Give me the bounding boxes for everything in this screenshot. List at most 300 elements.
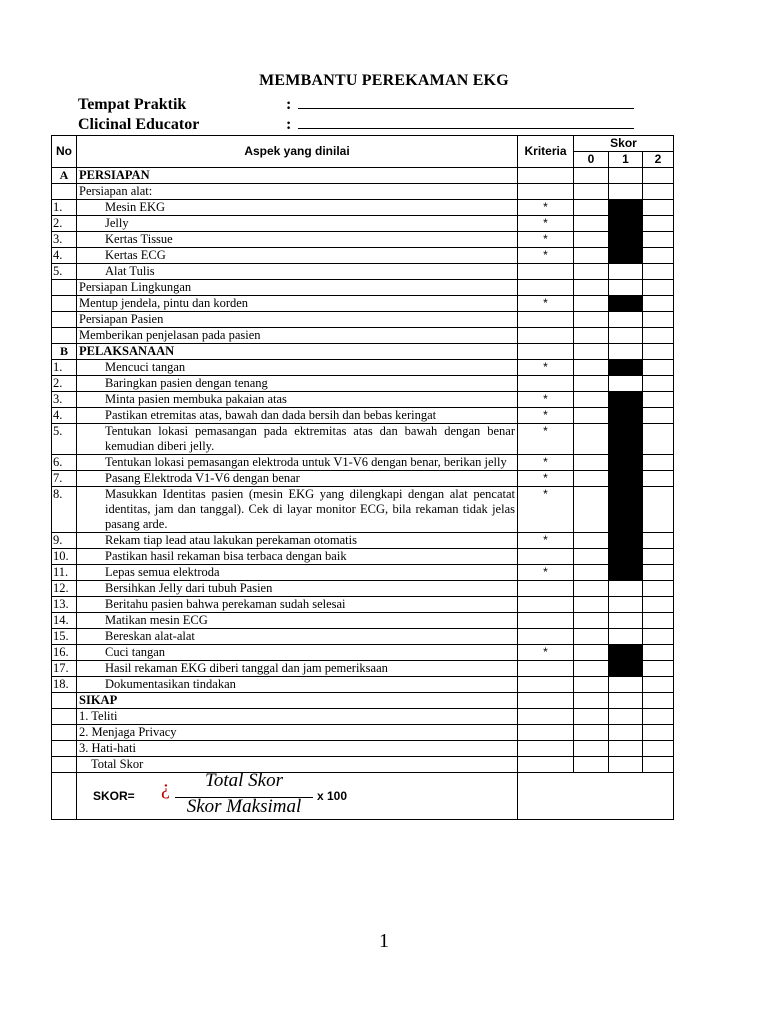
aspek-cell (77, 741, 518, 757)
kriteria-cell (518, 264, 574, 280)
score-cell-2[interactable] (643, 565, 674, 581)
score-cell-1[interactable] (609, 280, 643, 296)
score-cell-0[interactable] (574, 565, 609, 581)
formula-score-cell[interactable] (518, 773, 674, 820)
item-text: Persiapan alat: (79, 184, 153, 198)
score-cell-2[interactable] (643, 184, 674, 200)
item-text: Hasil rekaman EKG diberi tanggal dan jam pemeriksaan (105, 661, 388, 675)
kriteria-cell (518, 280, 574, 296)
score-cell-0[interactable] (574, 232, 609, 248)
item-text: Pastikan hasil rekaman bisa terbaca dengan baik (105, 549, 347, 563)
aspek-cell (53, 487, 518, 533)
score-cell-2[interactable] (643, 344, 674, 360)
score-cell-1[interactable] (609, 613, 643, 629)
score-cell-1 (609, 392, 643, 408)
score-cell-2[interactable] (643, 533, 674, 549)
score-cell-2[interactable] (643, 248, 674, 264)
table-row (52, 264, 674, 280)
row-no (52, 280, 77, 296)
score-cell-0[interactable] (574, 677, 609, 693)
score-cell-0[interactable] (574, 376, 609, 392)
item-number: 1. (53, 360, 63, 374)
table-row (52, 565, 674, 581)
kriteria-cell: * (518, 232, 574, 248)
table-row (52, 677, 674, 693)
score-cell-0[interactable] (574, 487, 609, 533)
score-cell-2[interactable] (643, 549, 674, 565)
item-number: 9. (53, 533, 63, 547)
score-cell-2[interactable] (643, 296, 674, 312)
score-cell-0[interactable] (574, 168, 609, 184)
row-no (52, 757, 77, 773)
item-text: Tentukan lokasi pemasangan pada ektremitas atas dan bawah dengan benar kemudian diberi jelly. (105, 424, 515, 453)
kriteria-cell (518, 312, 574, 328)
score-cell-2[interactable] (643, 725, 674, 741)
score-cell-0[interactable] (574, 248, 609, 264)
kriteria-cell: * (518, 471, 574, 487)
item-number: 16. (53, 645, 69, 659)
numbered-item (53, 677, 515, 692)
aspek-cell (53, 248, 518, 264)
assessment-table (51, 135, 674, 820)
score-cell-2[interactable] (643, 392, 674, 408)
formula-no-cell (52, 773, 77, 820)
score-cell-2[interactable] (643, 661, 674, 677)
aspek-cell (77, 725, 518, 741)
kriteria-cell (518, 693, 574, 709)
score-cell-0[interactable] (574, 629, 609, 645)
kriteria-cell (518, 741, 574, 757)
kriteria-cell (518, 344, 574, 360)
meta-clinical-educator (78, 116, 634, 134)
score-cell-2[interactable] (643, 613, 674, 629)
header-skor-1: 1 (609, 152, 643, 168)
kriteria-cell: * (518, 248, 574, 264)
score-cell-0[interactable] (574, 757, 609, 773)
item-number: 2. (53, 216, 63, 230)
formula-numerator: Total Skor (205, 770, 283, 791)
score-cell-2[interactable] (643, 216, 674, 232)
kriteria-cell (518, 376, 574, 392)
aspek-cell (53, 565, 518, 581)
table-row (52, 471, 674, 487)
numbered-item (53, 200, 515, 215)
score-cell-1[interactable] (609, 264, 643, 280)
numbered-item (53, 597, 515, 612)
numbered-item (53, 360, 515, 375)
item-text: Memberikan penjelasan pada pasien (79, 328, 261, 342)
table-row (52, 200, 674, 216)
score-cell-0[interactable] (574, 344, 609, 360)
score-cell-0[interactable] (574, 613, 609, 629)
item-text: Lepas semua elektroda (105, 565, 220, 579)
item-text: Bereskan alat-alat (105, 629, 195, 643)
kriteria-cell (518, 184, 574, 200)
item-number: 12. (53, 581, 69, 595)
kriteria-cell: * (518, 487, 574, 533)
formula-denominator: Skor Maksimal (186, 796, 302, 817)
item-text: Persiapan Pasien (79, 312, 164, 326)
score-cell-1[interactable] (609, 709, 643, 725)
kriteria-cell (518, 629, 574, 645)
numbered-item (53, 581, 515, 596)
item-text: Cuci tangan (105, 645, 166, 659)
numbered-item (53, 376, 515, 391)
section-title: PERSIAPAN (79, 168, 150, 182)
table-row (52, 360, 674, 376)
item-text: Minta pasien membuka pakaian atas (105, 392, 287, 406)
score-cell-2[interactable] (643, 328, 674, 344)
item-text: Tentukan lokasi pemasangan elektroda untuk V1-V6 dengan benar, berikan jelly (105, 455, 507, 469)
score-cell-0[interactable] (574, 184, 609, 200)
item-text: Pastikan etremitas atas, bawah dan dada bersih dan bebas keringat (105, 408, 437, 422)
numbered-item (53, 232, 515, 247)
score-cell-1[interactable] (609, 312, 643, 328)
aspek-cell (77, 296, 518, 312)
score-cell-1[interactable] (609, 597, 643, 613)
score-cell-0[interactable] (574, 709, 609, 725)
score-cell-2[interactable] (643, 629, 674, 645)
table-row (52, 661, 674, 677)
item-text: Kertas Tissue (105, 232, 173, 246)
page-number: 1 (379, 930, 389, 952)
table-row (52, 392, 674, 408)
item-text: 1. Teliti (79, 709, 118, 723)
kriteria-cell (518, 709, 574, 725)
score-cell-0[interactable] (574, 424, 609, 455)
score-cell-0[interactable] (574, 392, 609, 408)
table-row (52, 741, 674, 757)
item-text: Rekam tiap lead atau lakukan perekaman otomatis (105, 533, 357, 547)
score-cell-0[interactable] (574, 455, 609, 471)
fill-in-line[interactable] (298, 116, 634, 129)
score-cell-2[interactable] (643, 424, 674, 455)
aspek-cell (53, 392, 518, 408)
aspek-cell (53, 471, 518, 487)
row-no (52, 312, 77, 328)
item-text: Mesin EKG (105, 200, 166, 214)
score-cell-0[interactable] (574, 741, 609, 757)
score-cell-1[interactable] (609, 693, 643, 709)
table-row (52, 629, 674, 645)
score-cell-0[interactable] (574, 216, 609, 232)
numbered-item (53, 264, 515, 279)
kriteria-cell (518, 549, 574, 565)
aspek-cell (53, 549, 518, 565)
aspek-cell (77, 693, 518, 709)
score-cell-0[interactable] (574, 549, 609, 565)
row-no (52, 693, 77, 709)
numbered-item (53, 216, 515, 231)
score-cell-1 (609, 296, 643, 312)
score-cell-2[interactable] (643, 677, 674, 693)
numbered-item (53, 661, 515, 676)
aspek-cell (53, 376, 518, 392)
score-cell-2[interactable] (643, 693, 674, 709)
item-text: Alat Tulis (105, 264, 155, 278)
kriteria-cell (518, 168, 574, 184)
score-cell-1 (609, 424, 643, 455)
score-cell-1 (609, 216, 643, 232)
row-no (52, 725, 77, 741)
table-row (52, 296, 674, 312)
item-number: 14. (53, 613, 69, 627)
row-no (52, 184, 77, 200)
header-skor: Skor (574, 136, 674, 152)
score-cell-1[interactable] (609, 328, 643, 344)
formula-cell (77, 770, 518, 820)
kriteria-cell: * (518, 424, 574, 455)
aspek-cell (53, 581, 518, 597)
item-number: 2. (53, 376, 63, 390)
table-row (52, 328, 674, 344)
kriteria-cell (518, 613, 574, 629)
table-row (52, 645, 674, 661)
kriteria-cell: * (518, 455, 574, 471)
score-cell-2[interactable] (643, 471, 674, 487)
score-cell-2[interactable] (643, 581, 674, 597)
score-cell-0[interactable] (574, 661, 609, 677)
aspek-cell (77, 328, 518, 344)
score-cell-1 (609, 565, 643, 581)
aspek-cell (53, 424, 518, 455)
aspek-cell (53, 613, 518, 629)
score-cell-1[interactable] (609, 629, 643, 645)
score-cell-1 (609, 661, 643, 677)
aspek-cell (77, 709, 518, 725)
item-number: 17. (53, 661, 69, 675)
kriteria-cell (518, 677, 574, 693)
header-skor-2: 2 (643, 152, 674, 168)
score-cell-2[interactable] (643, 455, 674, 471)
kriteria-cell (518, 661, 574, 677)
table-row (52, 549, 674, 565)
item-text: Total Skor (91, 757, 144, 771)
table-row (52, 184, 674, 200)
aspek-cell (77, 280, 518, 296)
kriteria-cell: * (518, 392, 574, 408)
table-row (52, 533, 674, 549)
score-cell-1[interactable] (609, 725, 643, 741)
table-row (52, 248, 674, 264)
item-number: 5. (53, 424, 63, 438)
meta-label: Clicinal Educator (78, 116, 200, 133)
score-cell-0[interactable] (574, 360, 609, 376)
item-number: 3. (53, 392, 63, 406)
score-cell-2[interactable] (643, 645, 674, 661)
aspek-cell (53, 264, 518, 280)
score-cell-1 (609, 360, 643, 376)
item-number: 3. (53, 232, 63, 246)
aspek-cell (53, 455, 518, 471)
numbered-item (53, 613, 515, 628)
row-no (52, 328, 77, 344)
aspek-cell (53, 645, 518, 661)
item-text: Beritahu pasien bahwa perekaman sudah selesai (105, 597, 346, 611)
score-cell-0[interactable] (574, 645, 609, 661)
table-row (52, 216, 674, 232)
score-cell-0[interactable] (574, 264, 609, 280)
score-cell-1 (609, 455, 643, 471)
section-title: PELAKSANAAN (79, 344, 175, 358)
score-cell-1 (609, 408, 643, 424)
score-cell-2[interactable] (643, 757, 674, 773)
table-row (52, 232, 674, 248)
score-cell-1 (609, 487, 643, 533)
score-cell-0[interactable] (574, 408, 609, 424)
item-number: 6. (53, 455, 63, 469)
score-cell-1[interactable] (609, 741, 643, 757)
row-no: B (52, 344, 77, 360)
item-text: Kertas ECG (105, 248, 166, 262)
formula-label: SKOR= (93, 789, 135, 803)
section-row (52, 168, 674, 184)
formula-symbol: ¿ (161, 777, 170, 799)
item-number: 10. (53, 549, 69, 563)
aspek-cell (77, 757, 518, 773)
kriteria-cell: * (518, 216, 574, 232)
kriteria-cell: * (518, 533, 574, 549)
score-cell-1[interactable] (609, 581, 643, 597)
item-number: 18. (53, 677, 69, 691)
item-text: Bersihkan Jelly dari tubuh Pasien (105, 581, 273, 595)
document-title: MEMBANTU PEREKAMAN EKG (259, 72, 509, 89)
kriteria-cell: * (518, 296, 574, 312)
score-cell-2[interactable] (643, 376, 674, 392)
score-cell-2[interactable] (643, 597, 674, 613)
score-cell-0[interactable] (574, 597, 609, 613)
score-cell-0[interactable] (574, 471, 609, 487)
score-cell-0[interactable] (574, 280, 609, 296)
kriteria-cell: * (518, 645, 574, 661)
score-cell-2[interactable] (643, 280, 674, 296)
aspek-cell (77, 312, 518, 328)
score-cell-2[interactable] (643, 709, 674, 725)
score-cell-2[interactable] (643, 312, 674, 328)
header-skor-0: 0 (574, 152, 609, 168)
table-row (52, 408, 674, 424)
item-text: Pasang Elektroda V1-V6 dengan benar (105, 471, 300, 485)
meta-separator: : (286, 96, 292, 113)
aspek-cell (77, 344, 518, 360)
section-title: SIKAP (79, 693, 118, 707)
score-cell-2[interactable] (643, 487, 674, 533)
score-cell-2[interactable] (643, 408, 674, 424)
kriteria-cell (518, 581, 574, 597)
score-cell-0[interactable] (574, 200, 609, 216)
score-cell-2[interactable] (643, 200, 674, 216)
numbered-item (53, 248, 515, 263)
score-cell-1 (609, 232, 643, 248)
kriteria-cell (518, 328, 574, 344)
table-row (52, 455, 674, 471)
aspek-cell (53, 597, 518, 613)
item-number: 4. (53, 408, 63, 422)
row-no: A (52, 168, 77, 184)
kriteria-cell: * (518, 565, 574, 581)
item-text: Matikan mesin ECG (105, 613, 208, 627)
numbered-item (53, 408, 515, 423)
score-cell-0[interactable] (574, 533, 609, 549)
numbered-item (53, 471, 515, 486)
meta-separator: : (286, 116, 292, 133)
score-cell-1[interactable] (609, 376, 643, 392)
item-number: 8. (53, 487, 63, 501)
fill-in-line[interactable] (298, 96, 634, 109)
item-number: 13. (53, 597, 69, 611)
score-cell-0[interactable] (574, 693, 609, 709)
item-text: Dokumentasikan tindakan (105, 677, 236, 691)
table-row (52, 280, 674, 296)
item-number: 5. (53, 264, 63, 278)
item-text: Mentup jendela, pintu dan korden (79, 296, 249, 310)
aspek-cell (53, 232, 518, 248)
score-cell-2[interactable] (643, 360, 674, 376)
row-no (52, 741, 77, 757)
header-no: No (52, 136, 77, 168)
item-number: 4. (53, 248, 63, 262)
score-cell-1[interactable] (609, 344, 643, 360)
formula-multiplier: x 100 (317, 789, 348, 803)
numbered-item (53, 645, 515, 660)
item-text: Jelly (105, 216, 129, 230)
kriteria-cell: * (518, 200, 574, 216)
score-cell-0[interactable] (574, 312, 609, 328)
score-cell-1 (609, 471, 643, 487)
numbered-item (53, 424, 515, 454)
score-cell-1 (609, 645, 643, 661)
numbered-item (53, 533, 515, 548)
header-kriteria: Kriteria (518, 136, 574, 168)
numbered-item (53, 629, 515, 644)
score-cell-2[interactable] (643, 264, 674, 280)
aspek-cell (77, 168, 518, 184)
score-cell-0[interactable] (574, 296, 609, 312)
score-cell-1[interactable] (609, 677, 643, 693)
section-row (52, 693, 674, 709)
numbered-item (53, 549, 515, 564)
table-row (52, 725, 674, 741)
score-cell-0[interactable] (574, 725, 609, 741)
item-number: 11. (53, 565, 69, 579)
numbered-item (53, 455, 515, 470)
kriteria-cell (518, 757, 574, 773)
table-row (52, 312, 674, 328)
score-cell-0[interactable] (574, 328, 609, 344)
item-text: Masukkan Identitas pasien (mesin EKG yang dilengkapi dengan alat pencatat identitas, jam dan tanggal). Cek di layar monitor ECG, bila rekaman tidak jelas pasang arde. (105, 487, 515, 531)
item-text: Baringkan pasien dengan tenang (105, 376, 268, 390)
aspek-cell (53, 677, 518, 693)
score-cell-2[interactable] (643, 741, 674, 757)
aspek-cell (53, 661, 518, 677)
score-cell-2[interactable] (643, 232, 674, 248)
score-cell-1[interactable] (609, 184, 643, 200)
item-text: 2. Menjaga Privacy (79, 725, 177, 739)
score-cell-1 (609, 248, 643, 264)
header-aspek: Aspek yang dinilai (77, 136, 518, 168)
score-cell-2[interactable] (643, 168, 674, 184)
item-text: 3. Hati-hati (79, 741, 136, 755)
meta-tempat-praktik (78, 96, 634, 114)
score-cell-1[interactable] (609, 168, 643, 184)
kriteria-cell: * (518, 360, 574, 376)
score-cell-0[interactable] (574, 581, 609, 597)
table-row (52, 757, 674, 773)
item-number: 1. (53, 200, 63, 214)
table-row (52, 424, 674, 455)
score-cell-1[interactable] (609, 757, 643, 773)
aspek-cell (53, 200, 518, 216)
